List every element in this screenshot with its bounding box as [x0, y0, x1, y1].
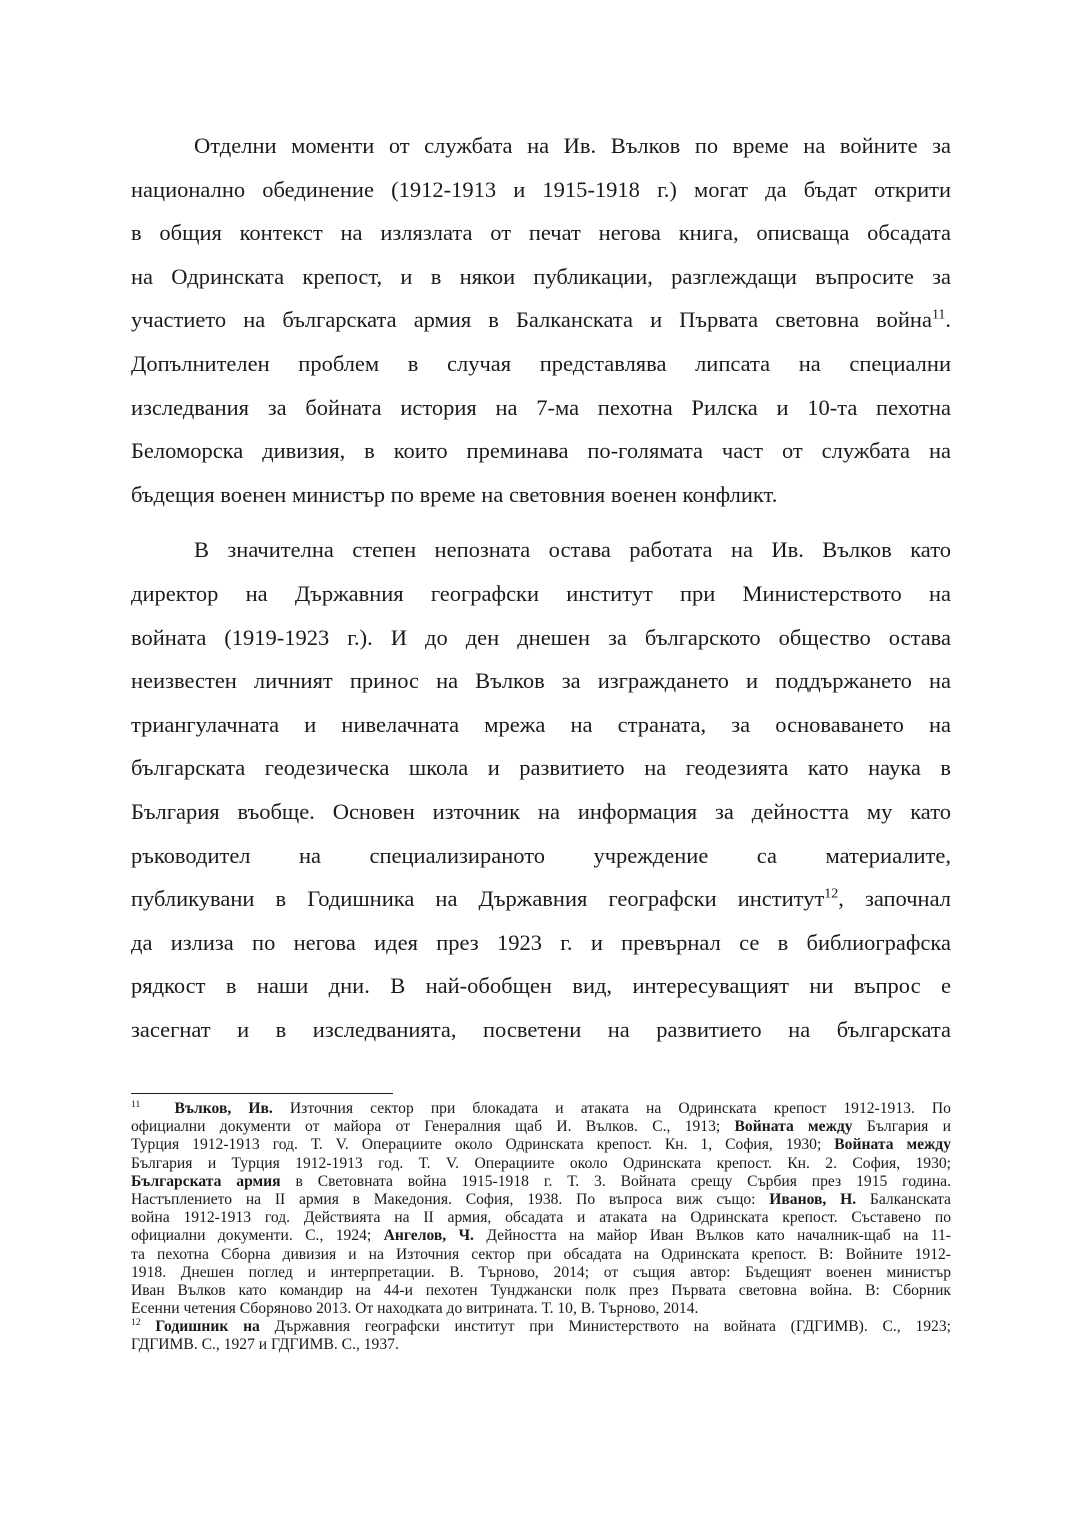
footnote-text: Балканската	[856, 1190, 951, 1208]
footnote-line	[131, 1118, 951, 1136]
text-line	[131, 298, 951, 342]
footnote-line: Есенни четения Сборяново 2013. От находката до витрината. Т. 10, В. Търново, 2014.	[131, 1300, 699, 1318]
footnote-line	[131, 1191, 951, 1209]
footnotes	[131, 1100, 951, 1355]
footnote-author: Ангелов, Ч.	[383, 1227, 474, 1245]
text-line: неизвестен личният принос на Вълков за изграждането и поддържането на	[131, 668, 951, 694]
footnote-text: в Световната война 1915-1918 г. Т. 3. Войната срещу Сърбия през 1915 година.	[280, 1172, 951, 1190]
footnote-ref-11[interactable]: 11	[931, 307, 946, 323]
footnote-ref-12[interactable]: 12	[824, 886, 839, 902]
text-line: България въобще. Основен източник на информация за дейността му като	[131, 798, 951, 824]
text-line: изследвания за бойната история на 7-ма пехотна Рилска и 10-та пехотна	[131, 394, 951, 420]
footnote-author: Иванов, Н.	[769, 1190, 857, 1208]
footnote-line	[131, 1173, 951, 1191]
text-line: В значителна степен непозната остава работата на Ив. Вълков като	[194, 537, 951, 563]
footnote-title: Българската армия	[131, 1172, 281, 1190]
footnote-text: Дейността на майор Иван Вълков като началник-щаб на 11-	[473, 1227, 951, 1245]
text-line: Допълнителен проблем в случая представлява липсата на специални	[131, 350, 951, 376]
footnote-title: Войната между	[834, 1136, 951, 1154]
footnote-separator	[131, 1093, 393, 1094]
text-line: да излиза по негова идея през 1923 г. и превърнал се в библиографска	[131, 929, 951, 955]
text-punct: .	[945, 307, 951, 333]
footnote-line: та пехотна Сборна дивизия и на Източния сектор при обсадата на Одринската крепост. В: Войните 1912-	[131, 1245, 951, 1263]
text-line: директор на Държавния географски институт при Министерството на	[131, 580, 951, 606]
footnote-line: Иван Вълков като командир на 44-и пехотен Тунджански полк през Първата световна война. В: Сборник	[131, 1281, 951, 1299]
footnote-line	[131, 1136, 951, 1154]
text-line: в общия контекст на излязлата от печат негова книга, описваща обсадата	[131, 220, 951, 246]
text-line: засегнат и в изследванията, посветени на развитието на българската	[131, 1016, 951, 1042]
footnote-line	[131, 1227, 951, 1245]
main-text	[131, 124, 951, 1051]
footnote-line: война 1912-1913 год. Действията на II армия, обсадата и атаката на Одринската крепост. Съставено по	[131, 1209, 951, 1227]
text-line: ръководител на специализираното учреждение са материалите,	[131, 842, 951, 868]
footnote-text: Държавния географски институт при Министерството на войната (ГДГИМВ). С., 1923;	[259, 1318, 951, 1336]
footnote-number: 12	[131, 1317, 141, 1329]
text-line: българската геодезическа школа и развитието на геодезията като наука в	[131, 755, 951, 781]
footnote-12	[131, 1318, 951, 1336]
footnote-line: България и Турция 1912-1913 год. Т. V. Операциите около Одринската крепост. Кн. 2. София, 1930;	[131, 1154, 951, 1172]
footnote-11	[131, 1100, 951, 1118]
footnote-text: Турция 1912-1913 год. Т. V. Операциите около Одринската крепост. Кн. 1, София, 1930;	[131, 1136, 835, 1154]
footnote-title: Годишник на	[155, 1318, 260, 1336]
footnote-number: 11	[131, 1098, 141, 1110]
text-line: рядкост в наши дни. В най-обобщен вид, интересуващият ни въпрос е	[131, 973, 951, 999]
text-line: национално обединение (1912-1913 и 1915-1918 г.) могат да бъдат открити	[131, 176, 951, 202]
footnote-line: ГДГИМВ. С., 1927 и ГДГИМВ. С., 1937.	[131, 1336, 399, 1354]
text-line: на Одринската крепост, и в някои публикации, разглеждащи въпросите за	[131, 263, 951, 289]
text-line-content: публикувани в Годишника на Държавния географски институт	[131, 886, 825, 912]
text-line	[131, 877, 951, 921]
footnote-author: Вълков, Ив.	[174, 1100, 273, 1117]
text-line-content: участието на българската армия в Балканската и Първата световна война	[131, 307, 932, 333]
footnote-text: Източния сектор при блокадата и атаката на Одринската крепост 1912-1913. По	[272, 1100, 951, 1117]
text-line: войната (1919-1923 г.). И до ден днешен за българското общество остава	[131, 624, 951, 650]
text-line: триангулачната и нивелачната мрежа на страната, за основаването на	[131, 711, 951, 737]
text-line: Отделни моменти от службата на Ив. Вълков по време на войните за	[194, 133, 951, 158]
text-line: Беломорска дивизия, в които преминава по-голямата част от службата на	[131, 438, 951, 464]
footnote-text: официални документи. С., 1924;	[131, 1227, 384, 1245]
text-line: бъдещия военен министър по време на световния военен конфликт.	[131, 481, 778, 507]
footnote-text: България и	[852, 1118, 951, 1136]
text-continuation: , започнал	[838, 886, 951, 912]
footnote-text: официални документи от майора от Генералния щаб И. Вълков. С., 1913;	[131, 1118, 735, 1136]
footnote-text: Настъплението на II армия в Македония. София, 1938. По въпроса виж също:	[131, 1190, 770, 1208]
footnote-line: 1918. Днешен поглед и интерпретации. В. Търново, 2014; от същия автор: Бъдещият военен министър	[131, 1263, 951, 1281]
footnote-title: Войната между	[734, 1118, 853, 1136]
